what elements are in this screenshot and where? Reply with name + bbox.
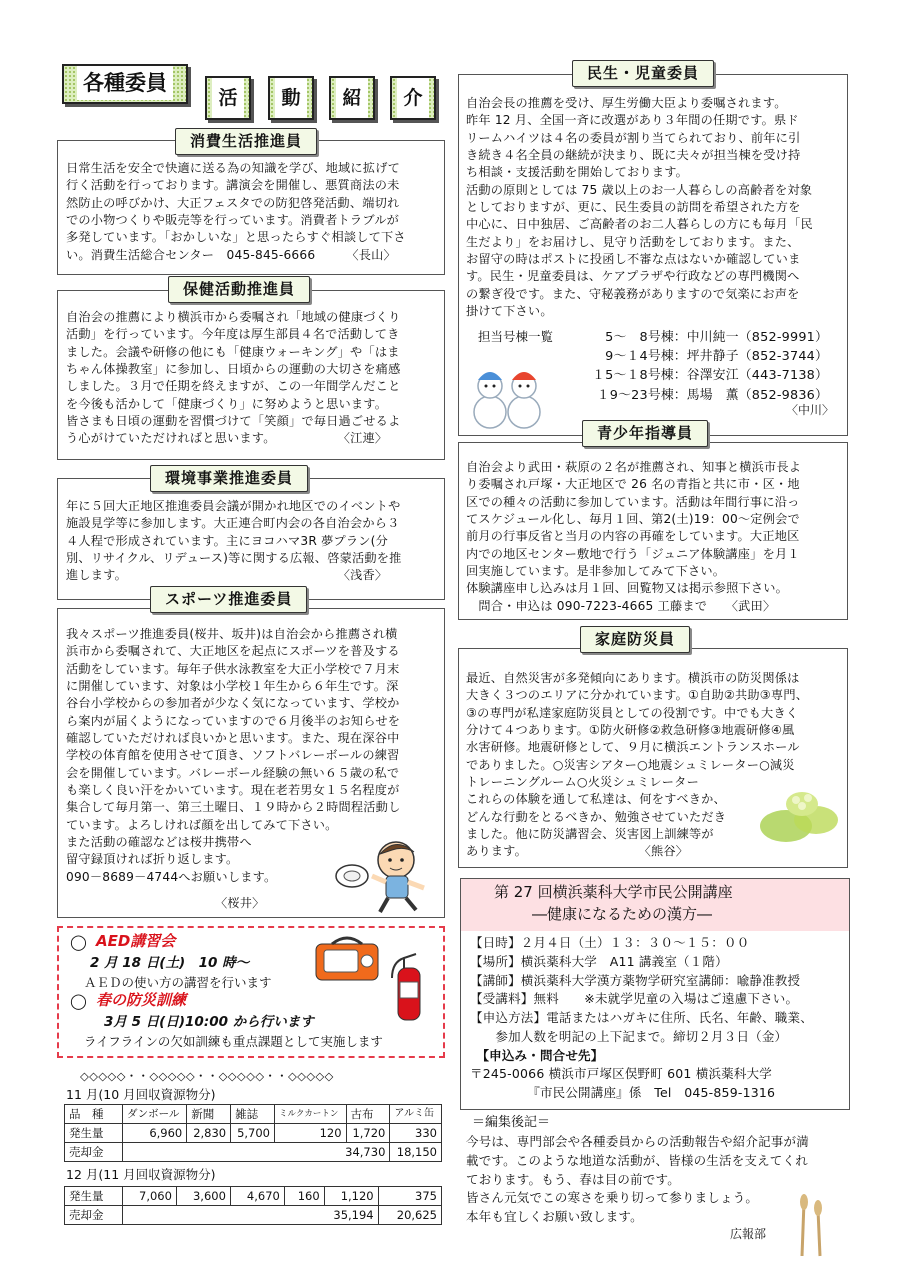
- table-cell: 330: [390, 1124, 442, 1143]
- text-line: を今後も活かして「健康づくり」に努めようと思います。: [66, 396, 388, 411]
- text-line: ら案内が届くようになっていますので６月後半のお知らせを: [66, 713, 401, 728]
- table-cell: 35,194: [123, 1206, 379, 1225]
- table-cell: 4,670: [230, 1187, 284, 1206]
- table-row: [65, 1206, 442, 1225]
- table-cell: 品 種: [65, 1105, 123, 1124]
- assign-row: 9～１4号棟：坪井静子（852-3744）: [605, 349, 828, 365]
- lecture-row: 【講師】横浜薬科大学漢方薬物学研究室講師：喩静准教授: [470, 972, 801, 988]
- drill-date: 3月 5 日(日)10:00 から行います: [104, 1014, 314, 1030]
- header-text: 動: [275, 78, 306, 118]
- text-line: での小物つくりや販売等を行っています。消費者トラブルが: [66, 212, 399, 227]
- text-line: ちゃん体操教室」に参加し、日頃からの運動の大切さを痛感: [66, 361, 401, 376]
- table-row: [65, 1105, 442, 1124]
- table-cell: 雑誌: [231, 1105, 275, 1124]
- table-cell: 18,150: [390, 1143, 442, 1162]
- text-line: に開催しています、対象は小学校１年生から６年生です。深: [66, 678, 399, 693]
- text-line: 090－8689－4744へお願いします。: [66, 869, 277, 884]
- text-line: り委嘱され戸塚・大正地区で 26 名の青指と共に市・区・地: [466, 477, 800, 492]
- text-line: 自治会の推薦により横浜市から委嘱され「地域の健康づくり: [66, 310, 401, 324]
- table-cell: 20,625: [378, 1206, 441, 1225]
- assign-row: １5～１8号棟：谷澤安江（443-7138）: [592, 368, 828, 384]
- text-line: 体験講座申し込みは月１回、回覧物又は掲示参照下さい。: [466, 581, 789, 596]
- text-line: 会を開催しています。バレーボール経験の無い６５歳の私で: [66, 765, 400, 780]
- assign-list: [560, 328, 828, 405]
- text-line: 昨年 12 月、全国一斉に改選があり３年間の任期です。県ド: [466, 113, 799, 128]
- aed-desc: ＡＥＤの使い方の講習を行います: [84, 975, 272, 990]
- text-line: 載です。このような地道な活動が、皆様の生活を支えてくれ: [466, 1152, 808, 1168]
- lecture-row: 【申込方法】電話またはハガキに住所、氏名、年齢、職業、: [470, 1010, 813, 1025]
- text-line: 然防止の呼びかけ、大正フェスタでの防犯啓発活動、端切れ: [66, 195, 400, 210]
- drill-desc: ライフラインの欠如訓練も重点課題として実施します: [84, 1034, 383, 1049]
- table-cell: 34,730: [123, 1143, 390, 1162]
- table-cell: 売却金: [65, 1143, 123, 1162]
- editor-title: ＝編集後記＝: [472, 1115, 551, 1130]
- text-line: い。消費生活総合センター 045-845-6666 〈長山〉: [66, 247, 396, 262]
- table-cell: 売却金: [65, 1206, 123, 1225]
- aed-bullet: ◯: [70, 933, 87, 951]
- table-cell: ダンボール: [123, 1105, 187, 1124]
- text-line: ち相談・支援活動を開始しております。: [466, 165, 688, 180]
- text-line: う心がけていただければと思います。 〈江連〉: [66, 431, 388, 446]
- lecture-row: 【申込み・問合せ先】: [470, 1047, 604, 1063]
- text-line: き続き４名全員の継続が決まり、既に夫々が担当棟を受け持: [466, 147, 801, 162]
- lecture-row: 【日時】２月４日（土）１３：３０～１５：００: [470, 935, 750, 950]
- aed-device-illustration: [312, 932, 382, 984]
- text-line: 皆さん元気でこの寒さを乗り切って参りましょう。: [466, 1190, 759, 1206]
- health-title: 保健活動推進員: [168, 276, 310, 303]
- horsetail-illustration: [790, 1192, 834, 1258]
- header-text: 各種委員: [77, 66, 173, 100]
- text-line: も楽しく良い汗をかいています。現在老若男女１５名程度が: [66, 782, 400, 797]
- text-line: 確認していただければ良いかと思います。また、現在深谷中: [66, 730, 400, 745]
- table-cell: 120: [275, 1124, 347, 1143]
- text-line: 生だより」をお届けし、見守り活動をしております。また、: [466, 234, 800, 249]
- table-cell: 7,060: [123, 1187, 177, 1206]
- lecture-row: 【受講料】無料 ※未就学児童の入場はご遠慮下さい。: [470, 991, 799, 1007]
- table-cell: 5,700: [231, 1124, 275, 1143]
- consumer-title: 消費生活推進員: [175, 128, 317, 155]
- table-cell: ミルクカートン: [275, 1105, 347, 1124]
- assign-row: １9～23号棟：馬場 薫（852-9836）: [596, 387, 828, 403]
- table-cell: 発生量: [65, 1124, 123, 1143]
- text-line: リームハイツは４名の委員が割り当てられており、前年に引: [466, 130, 801, 145]
- aed-date: 2 月 18 日(土) 10 時～: [90, 955, 250, 971]
- recycle-divider: ◇◇◇◇◇・・◇◇◇◇◇・・◇◇◇◇◇・・◇◇◇◇◇: [80, 1069, 334, 1083]
- text-line: 活動をしています。毎年子供水泳教室を大正小学校で７月末: [66, 661, 400, 676]
- lecture-row: 【場所】横浜薬科大学 A11 講義室（１階）: [470, 953, 728, 969]
- nov-caption: 11 月(10 月回収資源物分): [66, 1087, 216, 1102]
- table-cell: 6,960: [123, 1124, 187, 1143]
- welfare-title: 民生・児童委員: [572, 60, 714, 87]
- text-line: 分けて４つあります。①防火研修②救急研修③地震研修④風: [466, 722, 795, 737]
- text-line: てスケジュール化し、毎月１回、第2(土)19：00～定例会で: [466, 511, 800, 526]
- text-line: 中心に、日中独居、ご高齢者のお二人暮らしの方にも毎月「民: [466, 217, 813, 232]
- table-cell: アルミ缶: [390, 1105, 442, 1124]
- youth-title: 青少年指導員: [582, 420, 708, 447]
- text-line: しました。３月で任期を終えますが、この一年間学んだこと: [66, 379, 401, 394]
- header-text: 介: [397, 78, 428, 118]
- table-row: [65, 1124, 442, 1143]
- lecture-row: 〒245-0066 横浜市戸塚区俣野町 601 横浜薬科大学: [470, 1066, 772, 1082]
- lecture-title1: 第 27 回横浜薬科大学市民公開講座: [494, 883, 733, 901]
- text-line: でありました。○災害シアター○地震シュミレーター○減災: [466, 757, 795, 772]
- table-cell: 古布: [346, 1105, 390, 1124]
- text-line: 自治会より武田・萩原の２名が推薦され、知事と横浜市長よ: [466, 460, 802, 474]
- spring-plant-illustration: [756, 776, 846, 856]
- dec-table: [64, 1186, 442, 1225]
- text-line: 進します。 〈浅香〉: [66, 568, 388, 583]
- assign-label: 担当号棟一覧: [478, 329, 554, 344]
- dec-caption: 12 月(11 月回収資源物分): [66, 1167, 216, 1182]
- text-line: ました。他に防災講習会、災害図上訓練等が: [466, 826, 714, 841]
- consumer-body: [66, 160, 442, 264]
- lecture-title2: ―健康になるための漢方―: [532, 905, 713, 923]
- text-line: 集合して毎月第一、第三土曜日、１９時から２時間程活動し: [66, 800, 401, 815]
- text-line: 本年も宜しくお願い致します。: [466, 1209, 643, 1224]
- sports-title: スポーツ推進委員: [150, 586, 307, 613]
- text-line: ４人程で形成されています。主にヨコハマ3R 夢プラン(分: [66, 533, 388, 548]
- fire-extinguisher-illustration: [388, 948, 428, 1024]
- text-line: 活動の原則としては 75 歳以上のお一人暮らしの高齢者を対象: [466, 182, 813, 197]
- text-line: お留守の時はポストに投函し不審な点はないか確認していま: [466, 251, 801, 266]
- text-line: どんな行動をとるべきか、勉強させていただき: [466, 809, 727, 824]
- assign-row: 5～ 8号棟：中川純一（852-9991）: [605, 330, 828, 345]
- editor-body: [466, 1133, 846, 1227]
- text-line: トレーニングルーム○火災シュミレーター: [466, 774, 699, 789]
- aed-title: AED講習会: [96, 932, 176, 950]
- text-line: ています。よろしければ顔を出してみて下さい。: [66, 817, 338, 832]
- header-tile-4: [390, 76, 436, 120]
- welfare-body: [466, 95, 844, 320]
- text-line: 大きく３つのエリアに分かれています。①自助②共助③専門、: [466, 688, 809, 703]
- header-text: 紹: [336, 78, 367, 118]
- text-line: の繋ぎ役です。また、守秘義務がありますので気楽にお声を: [466, 286, 800, 301]
- header-tile-2: [268, 76, 314, 120]
- text-line: 掛けて下さい。: [466, 303, 553, 318]
- lecture-row: 『市民公開講座』係 Tel 045-859-1316: [470, 1085, 776, 1100]
- table-row: [65, 1187, 442, 1206]
- header-tile-kakushu: [62, 64, 188, 104]
- text-line: また活動の確認などは桜井携帯へ: [66, 834, 252, 849]
- snowmen-illustration: [466, 360, 550, 434]
- health-body: [66, 309, 442, 448]
- table-cell: 3,600: [176, 1187, 230, 1206]
- text-line: 我々スポーツ推進委員(桜井、坂井)は自治会から推薦され横: [66, 627, 398, 641]
- sports-author: 〈桜井〉: [215, 896, 265, 910]
- text-line: 行く活動を行っております。講演会を開催し、悪質商法の未: [66, 178, 400, 193]
- text-line: ております。もう、春は目の前です。: [466, 1171, 680, 1187]
- text-line: 回実施しています。是非参加してみて下さい。: [466, 563, 726, 578]
- text-line: 今号は、専門部会や各種委員からの活動報告や紹介記事が満: [466, 1134, 809, 1149]
- text-line: 別、リサイクル、リデュース)等に関する広報、啓蒙活動を推: [66, 550, 402, 565]
- text-line: 年に５回大正地区推進委員会議が開かれ地区でのイベントや: [66, 499, 401, 513]
- drill-bullet: ◯: [70, 992, 87, 1010]
- text-line: 多発しています。「おかしいな」と思ったらすぐ相談して下さ: [66, 230, 406, 245]
- table-row: [65, 1143, 442, 1162]
- text-line: 施設見学等に参加します。大正連合町内会の各自治会から３: [66, 516, 400, 531]
- text-line: 日常生活を安全で快適に送る為の知識を学び、地域に拡げて: [66, 161, 400, 175]
- text-line: これらの体験を通して私達は、何をすべきか、: [466, 792, 726, 807]
- text-line: 前月の行事反省と当月の内容の再確をしています。大正地区: [466, 529, 800, 544]
- table-cell: 375: [378, 1187, 441, 1206]
- header-tile-3: [329, 76, 375, 120]
- text-line: 問合・申込は 090-7223-4665 工藤まで 〈武田〉: [466, 598, 776, 613]
- text-line: としておりますが、更に、民生委員の訪問を希望された方を: [466, 199, 801, 214]
- environment-body: [66, 498, 442, 585]
- youth-body: [466, 459, 844, 615]
- table-cell: 2,830: [187, 1124, 231, 1143]
- text-line: 活動」を行っています。今年度は厚生部員４名で活動してき: [66, 327, 400, 342]
- table-cell: 発生量: [65, 1187, 123, 1206]
- environment-title: 環境事業推進委員: [150, 465, 308, 492]
- running-boy-illustration: [330, 836, 436, 916]
- table-cell: 160: [284, 1187, 324, 1206]
- lecture-row: 参加人数を明記の上下記まで。締切２月３日（金）: [470, 1028, 788, 1044]
- text-line: す。民生・児童委員は、ケアプラザや行政などの専門機関へ: [466, 269, 800, 284]
- table-cell: 1,120: [324, 1187, 378, 1206]
- text-line: 谷台小学校からの参加者が少なく気になっています、学校か: [66, 696, 400, 711]
- welfare-author: 〈中川〉: [786, 403, 835, 417]
- editor-signature: 広報部: [730, 1227, 767, 1241]
- text-line: あります。 〈熊谷〉: [466, 844, 689, 859]
- text-line: ③の専門が私達家庭防災員としての役割です。中でも大きく: [466, 705, 799, 720]
- text-line: 留守録頂ければ折り返します。: [66, 852, 239, 867]
- text-line: 浜市から委嘱されて、大正地区を起点にスポーツを普及する: [66, 644, 400, 659]
- text-line: 区での種々の活動に参加しています。活動は年間行事に沿っ: [466, 494, 800, 509]
- table-cell: 1,720: [346, 1124, 390, 1143]
- text-line: 内での地区センター敷地で行う「ジュニア体験講座」を月１: [466, 546, 800, 561]
- text-line: 最近、自然災害が多発傾向にあります。横浜市の防災関係は: [466, 671, 800, 685]
- table-cell: 新聞: [187, 1105, 231, 1124]
- text-line: ました。会議や研修の他にも「健康ウォーキング」や「はま: [66, 344, 400, 359]
- header-tile-1: [205, 76, 251, 120]
- lecture-body: [470, 934, 846, 1103]
- text-line: 学校の体育館を使用させて頂き、ソフトバレーボールの練習: [66, 748, 400, 763]
- header-text: 活: [212, 78, 243, 118]
- text-line: 水害研修。地震研修として、９月に横浜エントランスホール: [466, 740, 800, 755]
- nov-table: [64, 1104, 442, 1162]
- text-line: 皆さまも日頃の運動を習慣づけて「笑顔」で毎日過ごせるよ: [66, 413, 401, 428]
- text-line: 自治会長の推薦を受け、厚生労働大臣より委嘱されます。: [466, 96, 787, 110]
- disaster-title: 家庭防災員: [580, 626, 690, 653]
- drill-title: 春の防災訓練: [96, 991, 187, 1009]
